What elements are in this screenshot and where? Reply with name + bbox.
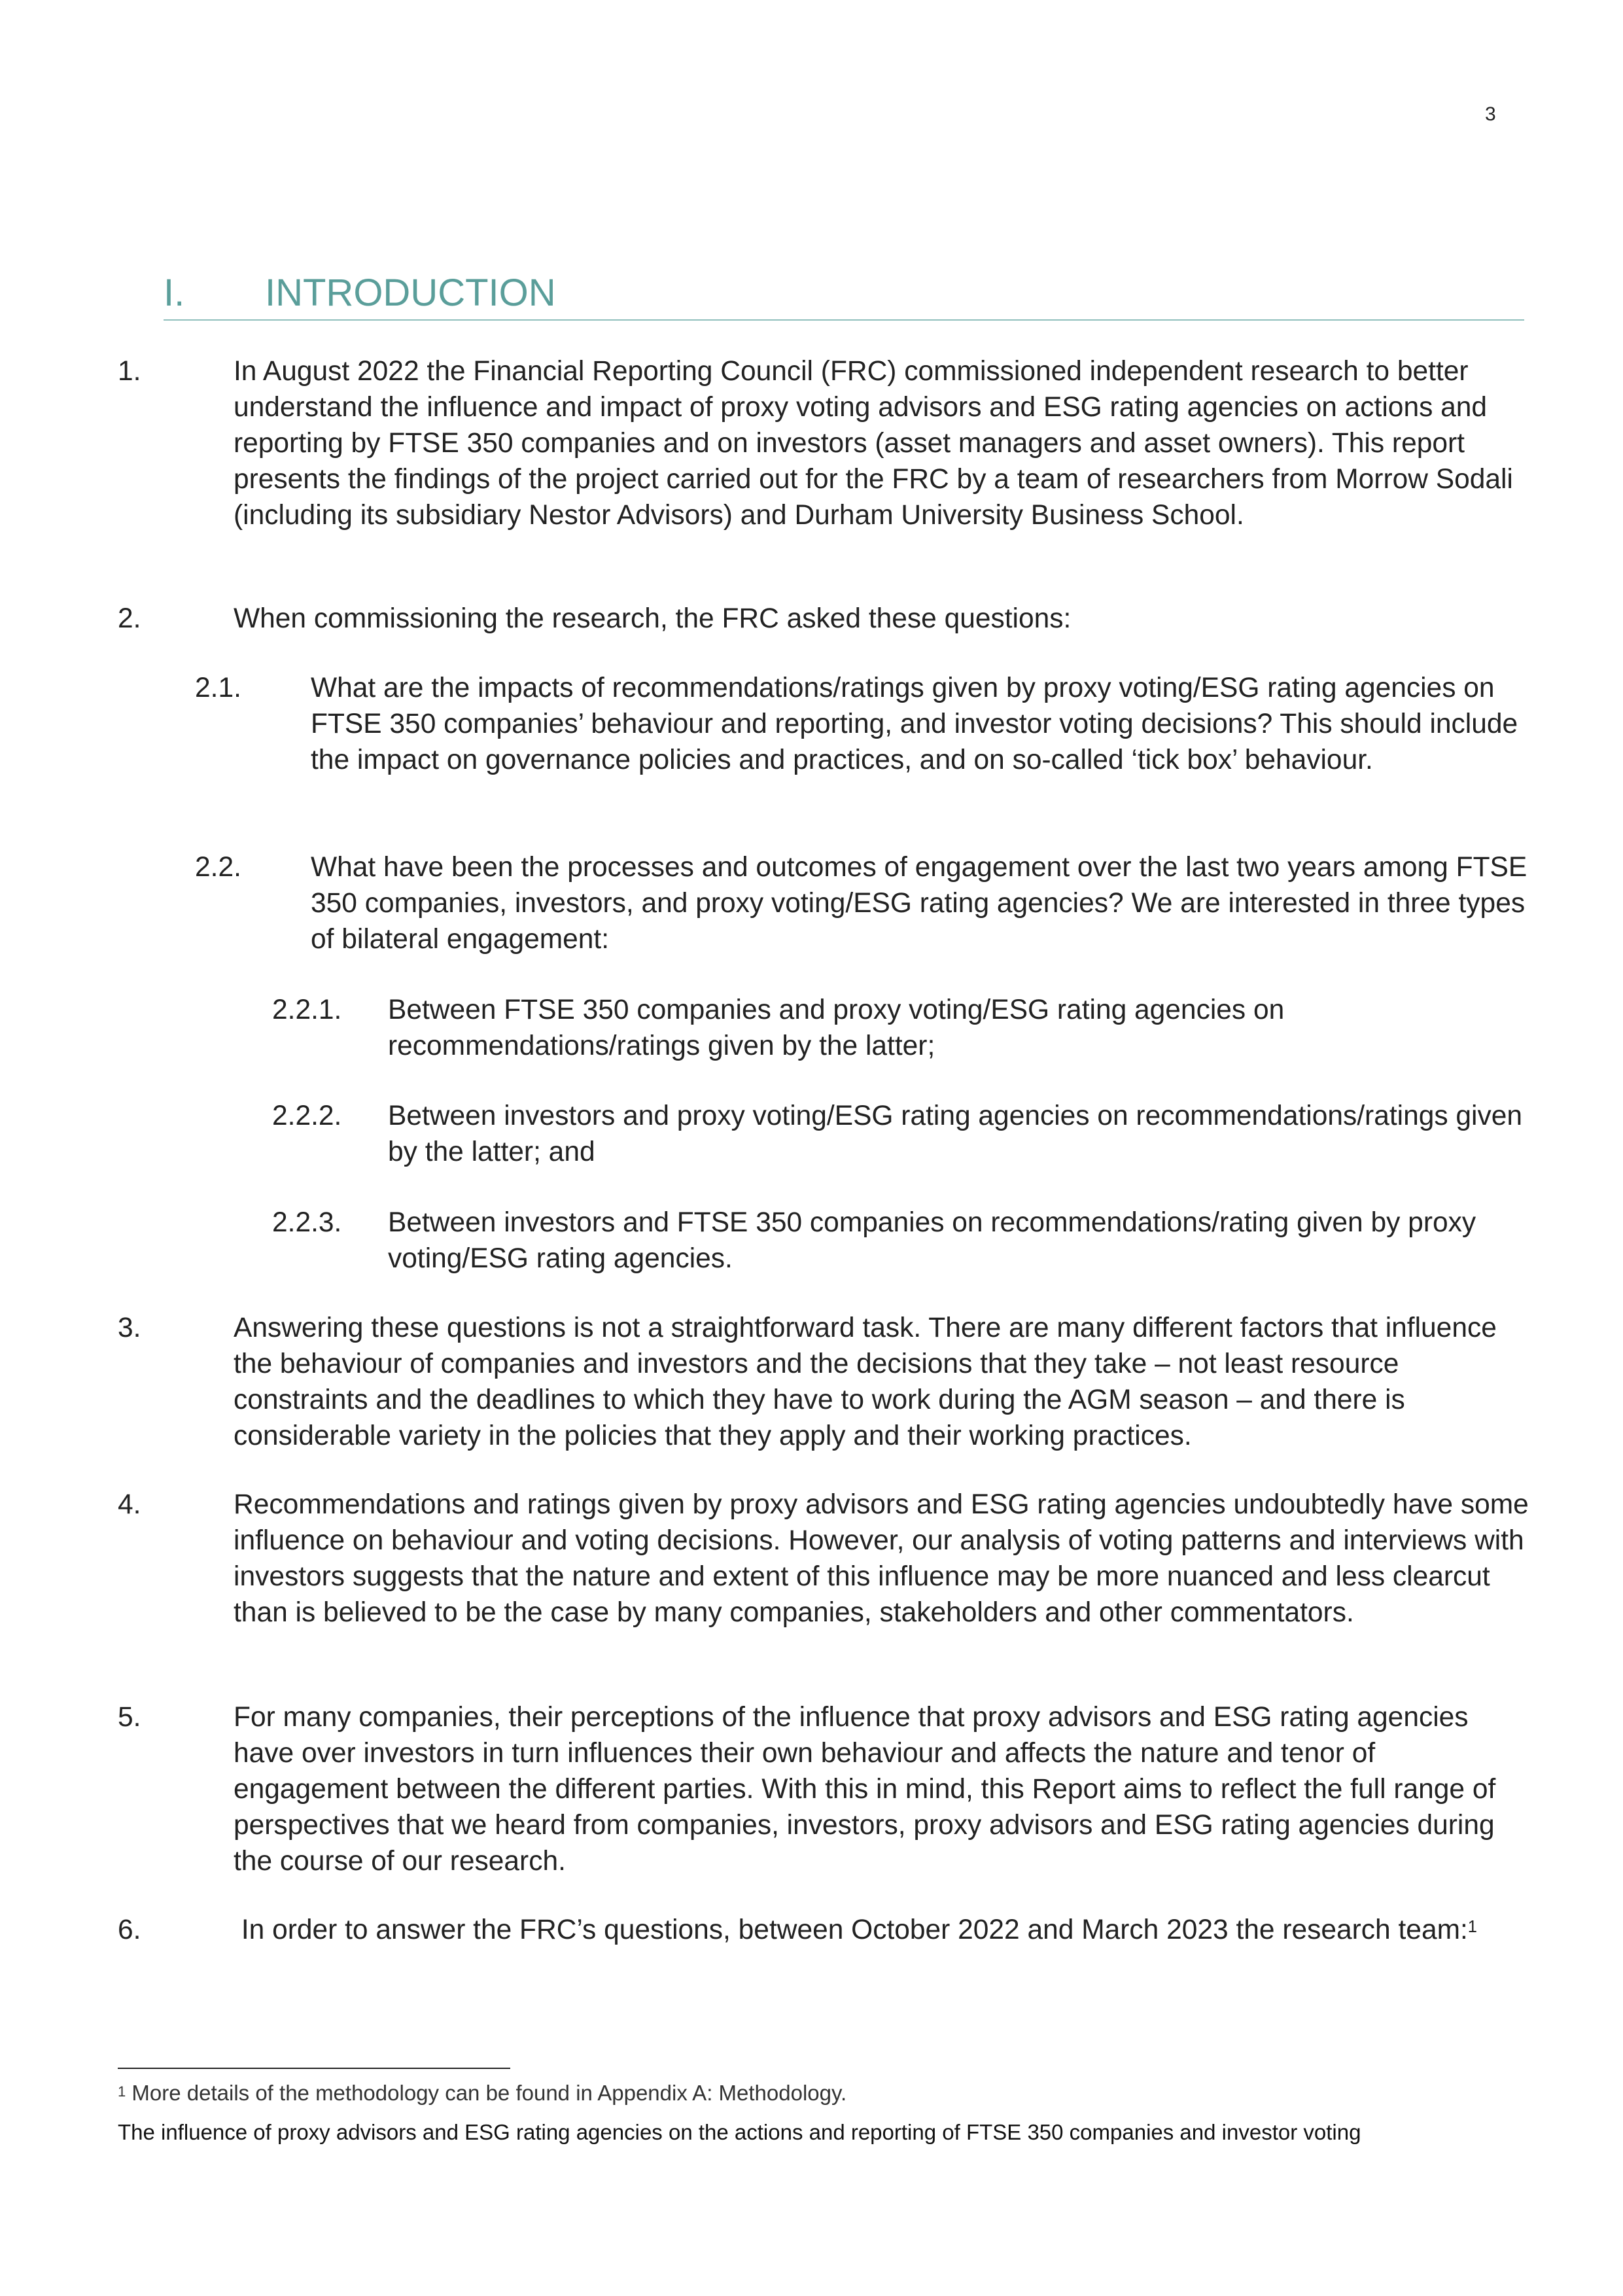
section-number: I. <box>164 272 185 314</box>
paragraph-text: When commissioning the research, the FRC asked these questions: <box>234 603 1072 634</box>
footnote <box>118 2079 1492 2107</box>
paragraph-text: What are the impacts of recommendations/ratings given by proxy voting/ESG rating agencies on FTSE 350 companies’ behaviour and reporting, and investor voting decisions? This should include the impact on governance policies and practices, and on so-called ‘tick box’ behaviour. <box>311 673 1518 775</box>
paragraph-text: For many companies, their perceptions of the influence that proxy advisors and ESG rating agencies have over investors in turn influences their own behaviour and affects the nature and tenor of engagement between the different parties. With this in mind, this Report aims to reflect the full range of perspectives that we heard from companies, investors, proxy advisors and ESG rating agencies during the course of our research. <box>234 1702 1496 1877</box>
footnote-divider <box>118 2068 510 2069</box>
paragraph-text: Between investors and proxy voting/ESG rating agencies on recommendations/ratings given by the latter; and <box>388 1101 1523 1167</box>
paragraph-text: Between investors and FTSE 350 companies on recommendations/rating given by proxy voting/ESG rating agencies. <box>388 1207 1476 1274</box>
paragraph-number: 2.2.3. <box>272 1207 342 1238</box>
paragraph-number: 5. <box>118 1702 141 1733</box>
footnote-reference[interactable]: 1 <box>1467 1918 1477 1936</box>
paragraph-text: Answering these questions is not a straightforward task. There are many different factors that influence the behaviour of companies and investors and the decisions that they take – not least resource constraints and the deadlines to which they have to work during the AGM season – and there is considerable variety in the policies that they apply and their working practices. <box>234 1313 1497 1451</box>
paragraph-number: 2.2. <box>195 852 241 883</box>
paragraph-number: 3. <box>118 1313 141 1343</box>
paragraph-number: 1. <box>118 356 141 387</box>
footnote-text: More details of the methodology can be found in Appendix A: Methodology. <box>131 2081 847 2105</box>
paragraph-number: 2. <box>118 603 141 634</box>
paragraph-number: 2.1. <box>195 673 241 703</box>
paragraph-number: 6. <box>118 1915 141 1945</box>
paragraph-number: 2.2.2. <box>272 1101 342 1131</box>
section-heading <box>164 268 1524 321</box>
page-number: 3 <box>1485 103 1496 125</box>
paragraph-text: Recommendations and ratings given by proxy advisors and ESG rating agencies undoubtedly have some influence on behaviour and voting decisions. However, our analysis of voting patterns and interviews with investors suggests that the nature and extent of this influence may be more nuanced and less clearcut than is believed to be the case by many companies, stakeholders and other commentators. <box>234 1489 1529 1628</box>
footnote-marker: 1 <box>118 2083 126 2100</box>
paragraph-text-body: In order to answer the FRC’s questions, between October 2022 and March 2023 the research team: <box>234 1915 1468 1945</box>
paragraph-text: What have been the processes and outcomes of engagement over the last two years among FTSE 350 companies, investors, and proxy voting/ESG rating agencies? We are interested in three types of bilateral engagement: <box>311 852 1527 955</box>
paragraph-number: 4. <box>118 1489 141 1520</box>
paragraph-number: 2.2.1. <box>272 995 342 1025</box>
paragraph-text: In August 2022 the Financial Reporting Council (FRC) commissioned independent research to better understand the influence and impact of proxy voting advisors and ESG rating agencies on actions and reporting by FTSE 350 companies and on investors (asset managers and asset owners). This report presents the findings of the project carried out for the FRC by a team of researchers from Morrow Sodali (including its subsidiary Nestor Advisors) and Durham University Business School. <box>234 356 1513 531</box>
paragraph-text: Between FTSE 350 companies and proxy voting/ESG rating agencies on recommendations/ratings given by the latter; <box>388 995 1285 1061</box>
paragraph-text <box>234 1912 1531 1948</box>
section-title: INTRODUCTION <box>265 272 556 314</box>
page-footer: The influence of proxy advisors and ESG rating agencies on the actions and reporting of FTSE 350 companies and investor voting <box>118 2120 1361 2144</box>
